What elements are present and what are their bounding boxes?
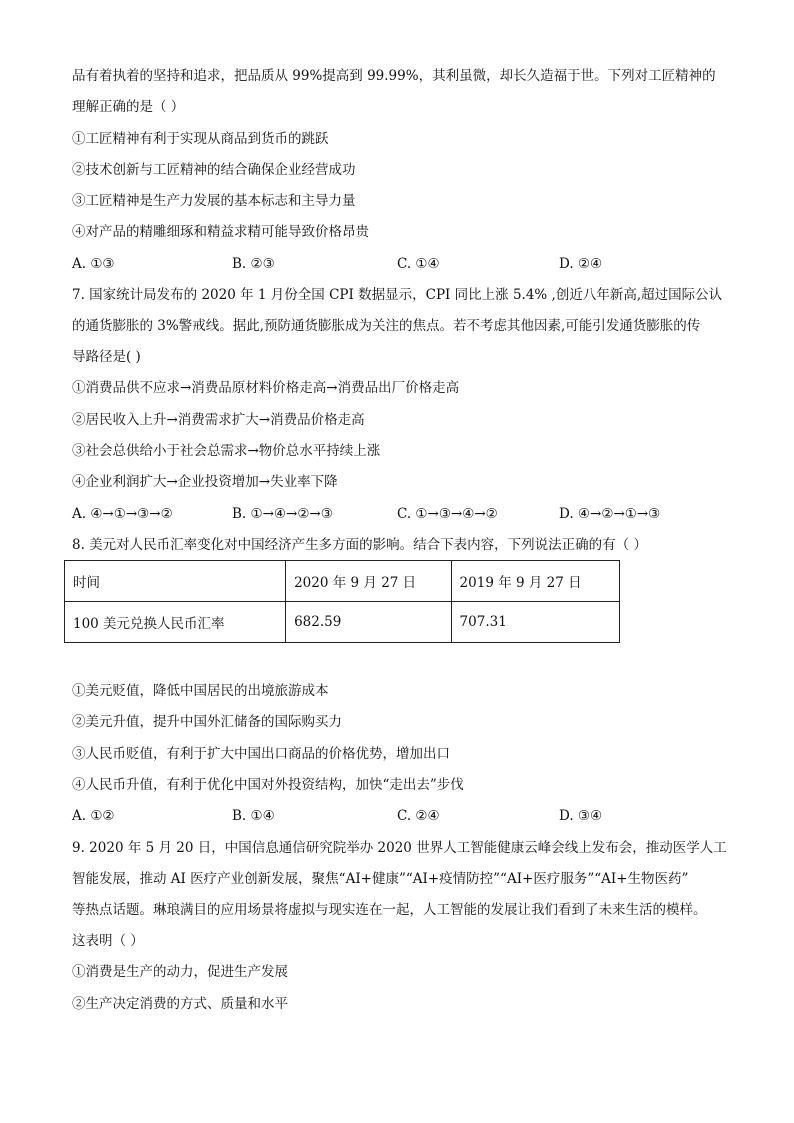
table-header-cell: 2020 年 9 月 27 日 <box>286 561 451 602</box>
table-cell: 707.31 <box>451 602 619 643</box>
q8-option-a[interactable]: A. ①② <box>72 808 115 824</box>
q8-item: ①美元贬值，降低中国居民的出境旅游成本 <box>72 683 329 699</box>
q8-option-b[interactable]: B. ①④ <box>232 808 275 824</box>
table-header-cell: 2019 年 9 月 27 日 <box>451 561 619 602</box>
q8-option-d[interactable]: D. ③④ <box>559 808 603 824</box>
q7-option-a[interactable]: A. ④→①→③→② <box>72 506 173 522</box>
q9-item: ①消费是生产的动力，促进生产发展 <box>72 964 288 980</box>
q7-options <box>72 504 732 524</box>
table-header-row <box>65 561 620 602</box>
q6-option-d[interactable]: D. ②④ <box>559 256 603 272</box>
q7-option-b[interactable]: B. ①→④→②→③ <box>232 506 333 522</box>
exchange-rate-table <box>64 560 620 643</box>
q6-option-a[interactable]: A. ①③ <box>72 256 115 272</box>
q6-stem-line: 理解正确的是（ ） <box>72 99 185 115</box>
q7-item: ②居民收入上升→消费需求扩大→消费品价格走高 <box>72 412 365 428</box>
q6-option-b[interactable]: B. ②③ <box>232 256 275 272</box>
q6-item: ①工匠精神有利于实现从商品到货币的跳跃 <box>72 131 329 147</box>
table-cell: 100 美元兑换人民币汇率 <box>65 602 286 643</box>
table-header-cell: 时间 <box>65 561 286 602</box>
q8-stem: 8. 美元对人民币汇率变化对中国经济产生多方面的影响。结合下表内容，下列说法正确的有（ ） <box>72 537 647 553</box>
q9-item: ②生产决定消费的方式、质量和水平 <box>72 996 288 1012</box>
q7-stem-line: 导路径是( ) <box>72 349 141 365</box>
q6-options <box>72 254 732 274</box>
q9-stem-line: 等热点话题。琳琅满目的应用场景将虚拟与现实连在一起，人工智能的发展让我们看到了未来生活的模样。 <box>72 902 707 918</box>
q9-stem-line: 这表明（ ） <box>72 933 144 949</box>
table-cell: 682.59 <box>286 602 451 643</box>
q6-item: ②技术创新与工匠精神的结合确保企业经营成功 <box>72 162 356 178</box>
q7-item: ④企业利润扩大→企业投资增加→失业率下降 <box>72 474 338 490</box>
q8-item: ④人民币升值，有利于优化中国对外投资结构，加快“走出去”步伐 <box>72 777 464 793</box>
q8-item: ②美元升值，提升中国外汇储备的国际购买力 <box>72 714 342 730</box>
q7-option-c[interactable]: C. ①→③→④→② <box>397 506 498 522</box>
table-row <box>65 602 620 643</box>
q6-stem-line: 品有着执着的坚持和追求，把品质从 99%提高到 99.99%，其利虽微，却长久造福于世。下列对工匠精神的 <box>72 68 716 84</box>
q7-stem-line: 7. 国家统计局发布的 2020 年 1 月份全国 CPI 数据显示，CPI 同比上涨 5.4% ,创近八年新高,超过国际公认 <box>72 287 723 303</box>
q8-options <box>72 806 732 826</box>
q6-item: ④对产品的精雕细琢和精益求精可能导致价格昂贵 <box>72 224 369 240</box>
q7-stem-line: 的通货膨胀的 3%警戒线。据此,预防通货膨胀成为关注的焦点。若不考虑其他因素,可能引发通货膨胀的传 <box>72 318 701 334</box>
q9-stem-line: 智能发展，推动 AI 医疗产业创新发展，聚焦“AI+健康”“AI+疫情防控”“AI+医疗服务”“AI+生物医药” <box>72 871 689 887</box>
q8-item: ③人民币贬值，有利于扩大中国出口商品的价格优势，增加出口 <box>72 746 450 762</box>
q6-item: ③工匠精神是生产力发展的基本标志和主导力量 <box>72 193 356 209</box>
q7-item: ①消费品供不应求→消费品原材料价格走高→消费品出厂价格走高 <box>72 380 460 396</box>
q7-item: ③社会总供给小于社会总需求→物价总水平持续上涨 <box>72 443 381 459</box>
q6-option-c[interactable]: C. ①④ <box>397 256 440 272</box>
q8-option-c[interactable]: C. ②④ <box>397 808 440 824</box>
q7-option-d[interactable]: D. ④→②→①→③ <box>559 506 661 522</box>
q9-stem-line: 9. 2020 年 5 月 20 日，中国信息通信研究院举办 2020 世界人工智能健康云峰会线上发布会，推动医学人工 <box>72 840 727 856</box>
